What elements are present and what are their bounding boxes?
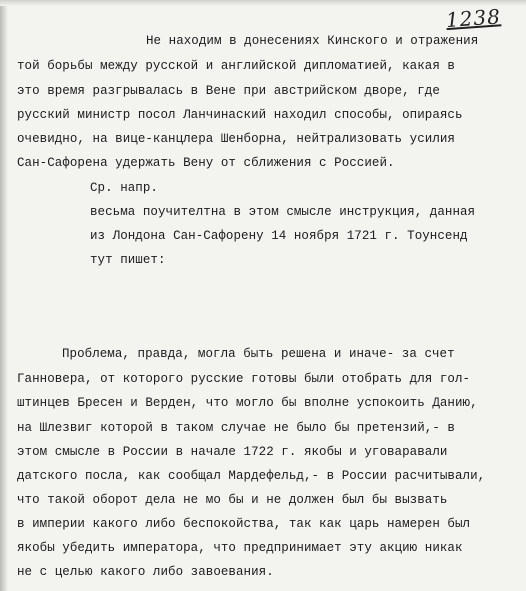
text-line: в империи какого либо беспокойства, так как царь намерен был xyxy=(17,517,471,531)
text-line: русский министр посол Ланчинаский находил способы, опираясь xyxy=(17,108,463,122)
text-line: из Лондона Сан-Сафорену 14 ноября 1721 г. Тоунсенд xyxy=(90,229,468,243)
text-line: очевидно, на вице-канцлера Шенборна, нейтрализовать усилия xyxy=(17,132,455,146)
text-line: Ганновера, от которого русские готовы были отобрать для гол- xyxy=(17,372,471,386)
text-line: якобы убедить императора, что предпринимает эту акцию никак xyxy=(17,541,463,555)
scan-edge-shadow xyxy=(0,0,8,591)
text-line: это время разгрывалась в Вене при австрийском дворе, где xyxy=(17,84,440,98)
text-line: Проблема, правда, могла быть решена и иначе- за счет xyxy=(62,347,455,361)
text-line: штинцев Бресен и Верден, что могло бы вполне успокоить Данию, xyxy=(17,396,478,410)
text-line: Ср. напр. xyxy=(90,181,158,195)
text-line: что такой оборот дела не мо бы и не должен был бы вызвать xyxy=(17,493,448,507)
text-line: датского посла, как сообщал Мардефельд,- в России расчитывали, xyxy=(17,469,486,483)
scan-top-edge xyxy=(0,0,526,6)
text-line: той борьбы между русской и английской дипломатией, какая в xyxy=(17,59,455,73)
text-line: весьма поучителтна в этом смысле инструкция, данная xyxy=(90,205,476,219)
text-line: Не находим в донесениях Кинского и отражения xyxy=(146,34,479,48)
text-line: Сан-Сафорена удержать Вену от сближения с Россией. xyxy=(17,156,395,170)
page-number: 1238 xyxy=(445,4,502,33)
text-line: этом смысле в России в начале 1722 г. якобы и уговаравали xyxy=(17,445,448,459)
text-line: на Шлезвиг которой в таком случае не было бы претензий,- в xyxy=(17,421,455,435)
text-line: тут пишет: xyxy=(90,253,166,267)
text-line: не с целью какого либо завоевания. xyxy=(17,565,274,579)
